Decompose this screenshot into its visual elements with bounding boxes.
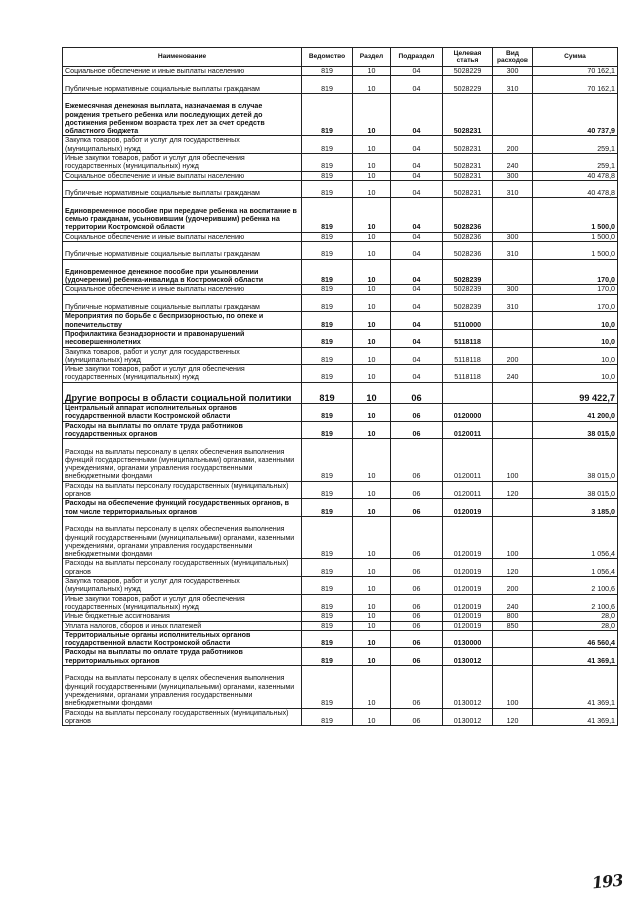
cell-vid: 200 bbox=[493, 577, 533, 595]
cell-summa: 38 015,0 bbox=[533, 421, 618, 439]
cell-name: Уплата налогов, сборов и иных платежей bbox=[63, 621, 302, 630]
cell-summa: 46 560,4 bbox=[533, 630, 618, 648]
cell-podrazdel: 04 bbox=[391, 67, 443, 76]
cell-razdel: 10 bbox=[353, 241, 391, 259]
cell-vedomstvo: 819 bbox=[302, 577, 353, 595]
cell-vid: 310 bbox=[493, 241, 533, 259]
cell-razdel: 10 bbox=[353, 347, 391, 365]
cell-vid: 120 bbox=[493, 708, 533, 726]
cell-vedomstvo: 819 bbox=[302, 241, 353, 259]
table-row bbox=[63, 136, 618, 154]
cell-summa: 40 478,8 bbox=[533, 180, 618, 198]
cell-summa: 1 500,0 bbox=[533, 232, 618, 241]
cell-vid: 240 bbox=[493, 153, 533, 171]
cell-summa: 1 056,4 bbox=[533, 516, 618, 559]
cell-razdel: 10 bbox=[353, 708, 391, 726]
cell-celevaya: 5118118 bbox=[443, 329, 493, 347]
cell-vedomstvo: 819 bbox=[302, 708, 353, 726]
cell-name: Публичные нормативные социальные выплаты гражданам bbox=[63, 241, 302, 259]
cell-podrazdel: 04 bbox=[391, 76, 443, 94]
cell-vid: 300 bbox=[493, 67, 533, 76]
cell-name: Расходы на выплаты персоналу в целях обеспечения выполнения функций государственными (муниципальными) органами, казенными учреждениями, органами управления государственными внебюджетными фондами bbox=[63, 666, 302, 709]
cell-podrazdel: 04 bbox=[391, 285, 443, 294]
cell-name: Публичные нормативные социальные выплаты гражданам bbox=[63, 294, 302, 312]
cell-razdel: 10 bbox=[353, 285, 391, 294]
table-row bbox=[63, 612, 618, 621]
cell-vedomstvo: 819 bbox=[302, 198, 353, 232]
cell-name: Расходы на выплаты персоналу государственных (муниципальных) органов bbox=[63, 559, 302, 577]
cell-razdel: 10 bbox=[353, 93, 391, 136]
table-row bbox=[63, 666, 618, 709]
table-row bbox=[63, 171, 618, 180]
cell-name: Закупка товаров, работ и услуг для государственных (муниципальных) нужд bbox=[63, 577, 302, 595]
header-summa: Сумма bbox=[533, 48, 618, 67]
cell-summa: 1 056,4 bbox=[533, 559, 618, 577]
cell-vid: 200 bbox=[493, 136, 533, 154]
cell-razdel: 10 bbox=[353, 666, 391, 709]
cell-vedomstvo: 819 bbox=[302, 93, 353, 136]
cell-vedomstvo: 819 bbox=[302, 481, 353, 499]
header-name: Наименование bbox=[63, 48, 302, 67]
cell-razdel: 10 bbox=[353, 382, 391, 403]
cell-vid bbox=[493, 329, 533, 347]
header-razdel: Раздел bbox=[353, 48, 391, 67]
cell-podrazdel: 06 bbox=[391, 439, 443, 482]
cell-vid bbox=[493, 404, 533, 422]
cell-razdel: 10 bbox=[353, 516, 391, 559]
cell-name: Ежемесячная денежная выплата, назначаемая в случае рождения третьего ребенка или последующих детей до достижения ребенком возраста трех лет за счет средств областного бюджета bbox=[63, 93, 302, 136]
cell-podrazdel: 06 bbox=[391, 708, 443, 726]
cell-vedomstvo: 819 bbox=[302, 347, 353, 365]
cell-celevaya: 0120011 bbox=[443, 481, 493, 499]
cell-razdel: 10 bbox=[353, 136, 391, 154]
cell-razdel: 10 bbox=[353, 404, 391, 422]
cell-vid: 310 bbox=[493, 76, 533, 94]
cell-razdel: 10 bbox=[353, 232, 391, 241]
cell-summa: 41 200,0 bbox=[533, 404, 618, 422]
cell-podrazdel: 06 bbox=[391, 612, 443, 621]
table-row bbox=[63, 329, 618, 347]
cell-razdel: 10 bbox=[353, 259, 391, 285]
table-row bbox=[63, 67, 618, 76]
cell-name: Социальное обеспечение и иные выплаты населению bbox=[63, 232, 302, 241]
cell-name: Иные закупки товаров, работ и услуг для обеспечения государственных (муниципальных) нужд bbox=[63, 365, 302, 383]
cell-celevaya: 5118118 bbox=[443, 347, 493, 365]
table-row bbox=[63, 93, 618, 136]
cell-summa: 10,0 bbox=[533, 347, 618, 365]
cell-podrazdel: 06 bbox=[391, 421, 443, 439]
cell-name: Мероприятия по борьбе с беспризорностью, по опеке и попечительству bbox=[63, 312, 302, 330]
cell-summa: 2 100,6 bbox=[533, 594, 618, 612]
cell-celevaya: 0120019 bbox=[443, 577, 493, 595]
table-row bbox=[63, 594, 618, 612]
cell-podrazdel: 06 bbox=[391, 577, 443, 595]
cell-podrazdel: 04 bbox=[391, 365, 443, 383]
cell-celevaya: 0120019 bbox=[443, 594, 493, 612]
table-row bbox=[63, 621, 618, 630]
cell-razdel: 10 bbox=[353, 294, 391, 312]
cell-vedomstvo: 819 bbox=[302, 499, 353, 517]
cell-summa: 38 015,0 bbox=[533, 439, 618, 482]
cell-celevaya: 0130012 bbox=[443, 666, 493, 709]
cell-vid: 310 bbox=[493, 180, 533, 198]
cell-celevaya: 0120019 bbox=[443, 516, 493, 559]
cell-podrazdel: 06 bbox=[391, 499, 443, 517]
cell-vid: 300 bbox=[493, 285, 533, 294]
cell-razdel: 10 bbox=[353, 577, 391, 595]
table-row bbox=[63, 180, 618, 198]
cell-podrazdel: 06 bbox=[391, 621, 443, 630]
table-row bbox=[63, 259, 618, 285]
cell-name: Другие вопросы в области социальной политики bbox=[63, 382, 302, 403]
cell-podrazdel: 06 bbox=[391, 559, 443, 577]
cell-celevaya: 0130012 bbox=[443, 708, 493, 726]
cell-razdel: 10 bbox=[353, 648, 391, 666]
header-celevaya: Целевая статья bbox=[443, 48, 493, 67]
cell-summa: 41 369,1 bbox=[533, 708, 618, 726]
cell-razdel: 10 bbox=[353, 439, 391, 482]
header-vid: Вид расходов bbox=[493, 48, 533, 67]
table-row bbox=[63, 312, 618, 330]
cell-podrazdel: 06 bbox=[391, 404, 443, 422]
cell-summa: 10,0 bbox=[533, 329, 618, 347]
table-row bbox=[63, 232, 618, 241]
budget-table bbox=[62, 47, 618, 726]
cell-podrazdel: 04 bbox=[391, 171, 443, 180]
cell-celevaya: 5028231 bbox=[443, 180, 493, 198]
table-row bbox=[63, 76, 618, 94]
cell-vid: 100 bbox=[493, 516, 533, 559]
table-row bbox=[63, 241, 618, 259]
cell-vedomstvo: 819 bbox=[302, 365, 353, 383]
cell-summa: 28,0 bbox=[533, 612, 618, 621]
cell-vedomstvo: 819 bbox=[302, 153, 353, 171]
cell-name: Иные бюджетные ассигнования bbox=[63, 612, 302, 621]
cell-vid bbox=[493, 421, 533, 439]
cell-vid: 100 bbox=[493, 439, 533, 482]
cell-razdel: 10 bbox=[353, 171, 391, 180]
cell-vid: 120 bbox=[493, 559, 533, 577]
cell-summa: 40 478,8 bbox=[533, 171, 618, 180]
cell-podrazdel: 04 bbox=[391, 198, 443, 232]
cell-name: Расходы на выплаты персоналу государственных (муниципальных) органов bbox=[63, 708, 302, 726]
cell-celevaya: 5118118 bbox=[443, 365, 493, 383]
table-row bbox=[63, 294, 618, 312]
cell-vid: 300 bbox=[493, 232, 533, 241]
cell-podrazdel: 04 bbox=[391, 347, 443, 365]
cell-summa: 40 737,9 bbox=[533, 93, 618, 136]
table-row bbox=[63, 630, 618, 648]
cell-name: Закупка товаров, работ и услуг для государственных (муниципальных) нужд bbox=[63, 347, 302, 365]
cell-vid: 310 bbox=[493, 294, 533, 312]
cell-razdel: 10 bbox=[353, 67, 391, 76]
cell-summa: 10,0 bbox=[533, 365, 618, 383]
cell-celevaya: 5028239 bbox=[443, 294, 493, 312]
cell-name: Центральный аппарат исполнительных органов государственной власти Костромской области bbox=[63, 404, 302, 422]
cell-celevaya: 0120011 bbox=[443, 439, 493, 482]
cell-podrazdel: 04 bbox=[391, 180, 443, 198]
cell-summa: 38 015,0 bbox=[533, 481, 618, 499]
cell-name: Расходы на обеспечение функций государственных органов, в том числе территориальных органов bbox=[63, 499, 302, 517]
cell-summa: 41 369,1 bbox=[533, 666, 618, 709]
cell-vedomstvo: 819 bbox=[302, 421, 353, 439]
cell-podrazdel: 06 bbox=[391, 481, 443, 499]
cell-vedomstvo: 819 bbox=[302, 329, 353, 347]
cell-vedomstvo: 819 bbox=[302, 648, 353, 666]
cell-celevaya bbox=[443, 382, 493, 403]
cell-vid bbox=[493, 499, 533, 517]
cell-razdel: 10 bbox=[353, 481, 391, 499]
table-row bbox=[63, 559, 618, 577]
header-podrazdel: Подраздел bbox=[391, 48, 443, 67]
cell-celevaya: 5028229 bbox=[443, 76, 493, 94]
cell-vid bbox=[493, 630, 533, 648]
cell-podrazdel: 04 bbox=[391, 329, 443, 347]
cell-vedomstvo: 819 bbox=[302, 666, 353, 709]
cell-celevaya: 0120019 bbox=[443, 559, 493, 577]
cell-celevaya: 5028231 bbox=[443, 171, 493, 180]
cell-summa: 28,0 bbox=[533, 621, 618, 630]
table-header-row bbox=[63, 48, 618, 67]
cell-vedomstvo: 819 bbox=[302, 180, 353, 198]
cell-celevaya: 5110000 bbox=[443, 312, 493, 330]
cell-podrazdel: 04 bbox=[391, 294, 443, 312]
cell-name: Расходы на выплаты по оплате труда работников государственных органов bbox=[63, 421, 302, 439]
cell-celevaya: 0130000 bbox=[443, 630, 493, 648]
cell-celevaya: 5028229 bbox=[443, 67, 493, 76]
cell-name: Профилактика безнадзорности и правонарушений несовершеннолетних bbox=[63, 329, 302, 347]
cell-name: Единовременное пособие при передаче ребенка на воспитание в семью гражданам, усыновившим (удочерившим) ребенка на территории Костромской области bbox=[63, 198, 302, 232]
table-row bbox=[63, 648, 618, 666]
cell-name: Публичные нормативные социальные выплаты гражданам bbox=[63, 180, 302, 198]
table-row bbox=[63, 481, 618, 499]
cell-vid: 800 bbox=[493, 612, 533, 621]
cell-vedomstvo: 819 bbox=[302, 294, 353, 312]
cell-vedomstvo: 819 bbox=[302, 559, 353, 577]
cell-razdel: 10 bbox=[353, 594, 391, 612]
cell-podrazdel: 04 bbox=[391, 232, 443, 241]
cell-vedomstvo: 819 bbox=[302, 171, 353, 180]
cell-razdel: 10 bbox=[353, 198, 391, 232]
cell-summa: 99 422,7 bbox=[533, 382, 618, 403]
cell-podrazdel: 04 bbox=[391, 312, 443, 330]
table-row bbox=[63, 421, 618, 439]
cell-razdel: 10 bbox=[353, 559, 391, 577]
cell-vedomstvo: 819 bbox=[302, 382, 353, 403]
cell-vedomstvo: 819 bbox=[302, 136, 353, 154]
cell-podrazdel: 04 bbox=[391, 93, 443, 136]
cell-summa: 41 369,1 bbox=[533, 648, 618, 666]
cell-podrazdel: 06 bbox=[391, 630, 443, 648]
cell-podrazdel: 06 bbox=[391, 594, 443, 612]
cell-name: Социальное обеспечение и иные выплаты населению bbox=[63, 285, 302, 294]
table-row bbox=[63, 198, 618, 232]
cell-vid: 120 bbox=[493, 481, 533, 499]
cell-name: Единовременное денежное пособие при усыновлении (удочерении) ребенка-инвалида в Костромской области bbox=[63, 259, 302, 285]
header-vedomstvo: Ведомство bbox=[302, 48, 353, 67]
cell-name: Расходы на выплаты по оплате труда работников территориальных органов bbox=[63, 648, 302, 666]
cell-summa: 1 500,0 bbox=[533, 241, 618, 259]
cell-vedomstvo: 819 bbox=[302, 312, 353, 330]
cell-razdel: 10 bbox=[353, 180, 391, 198]
cell-vedomstvo: 819 bbox=[302, 76, 353, 94]
cell-razdel: 10 bbox=[353, 499, 391, 517]
cell-vid: 850 bbox=[493, 621, 533, 630]
cell-vedomstvo: 819 bbox=[302, 630, 353, 648]
cell-celevaya: 5028231 bbox=[443, 153, 493, 171]
cell-celevaya: 5028239 bbox=[443, 285, 493, 294]
cell-summa: 259,1 bbox=[533, 136, 618, 154]
cell-summa: 70 162,1 bbox=[533, 76, 618, 94]
cell-name: Расходы на выплаты персоналу государственных (муниципальных) органов bbox=[63, 481, 302, 499]
cell-celevaya: 5028239 bbox=[443, 259, 493, 285]
budget-document bbox=[62, 47, 617, 726]
cell-name: Социальное обеспечение и иные выплаты населению bbox=[63, 171, 302, 180]
cell-podrazdel: 04 bbox=[391, 153, 443, 171]
cell-summa: 1 500,0 bbox=[533, 198, 618, 232]
table-row bbox=[63, 285, 618, 294]
cell-vid: 300 bbox=[493, 171, 533, 180]
cell-vedomstvo: 819 bbox=[302, 439, 353, 482]
cell-celevaya: 0120019 bbox=[443, 499, 493, 517]
cell-summa: 170,0 bbox=[533, 294, 618, 312]
cell-podrazdel: 04 bbox=[391, 136, 443, 154]
table-row bbox=[63, 347, 618, 365]
table-row bbox=[63, 404, 618, 422]
cell-vedomstvo: 819 bbox=[302, 67, 353, 76]
cell-razdel: 10 bbox=[353, 76, 391, 94]
cell-name: Социальное обеспечение и иные выплаты населению bbox=[63, 67, 302, 76]
table-row bbox=[63, 365, 618, 383]
cell-vid bbox=[493, 93, 533, 136]
cell-vedomstvo: 819 bbox=[302, 285, 353, 294]
page-number: 193 bbox=[591, 870, 624, 893]
cell-vedomstvo: 819 bbox=[302, 232, 353, 241]
cell-summa: 2 100,6 bbox=[533, 577, 618, 595]
cell-podrazdel: 04 bbox=[391, 259, 443, 285]
cell-razdel: 10 bbox=[353, 621, 391, 630]
cell-summa: 170,0 bbox=[533, 285, 618, 294]
cell-vid: 240 bbox=[493, 594, 533, 612]
cell-name: Расходы на выплаты персоналу в целях обеспечения выполнения функций государственными (муниципальными) органами, казенными учреждениями, органами управления государственными внебюджетными фондами bbox=[63, 439, 302, 482]
cell-vid bbox=[493, 648, 533, 666]
cell-podrazdel: 06 bbox=[391, 516, 443, 559]
cell-vid: 240 bbox=[493, 365, 533, 383]
cell-celevaya: 5028236 bbox=[443, 198, 493, 232]
cell-razdel: 10 bbox=[353, 421, 391, 439]
cell-vid bbox=[493, 382, 533, 403]
cell-celevaya: 5028236 bbox=[443, 241, 493, 259]
cell-razdel: 10 bbox=[353, 153, 391, 171]
cell-vedomstvo: 819 bbox=[302, 621, 353, 630]
cell-name: Территориальные органы исполнительных органов государственной власти Костромской области bbox=[63, 630, 302, 648]
table-row bbox=[63, 708, 618, 726]
cell-celevaya: 0130012 bbox=[443, 648, 493, 666]
cell-razdel: 10 bbox=[353, 630, 391, 648]
cell-vid bbox=[493, 198, 533, 232]
cell-razdel: 10 bbox=[353, 365, 391, 383]
cell-name: Закупка товаров, работ и услуг для государственных (муниципальных) нужд bbox=[63, 136, 302, 154]
table-row bbox=[63, 439, 618, 482]
cell-razdel: 10 bbox=[353, 329, 391, 347]
cell-name: Иные закупки товаров, работ и услуг для обеспечения государственных (муниципальных) нужд bbox=[63, 153, 302, 171]
cell-celevaya: 0120019 bbox=[443, 621, 493, 630]
table-row bbox=[63, 516, 618, 559]
table-row bbox=[63, 153, 618, 171]
cell-name: Публичные нормативные социальные выплаты гражданам bbox=[63, 76, 302, 94]
cell-vedomstvo: 819 bbox=[302, 259, 353, 285]
cell-razdel: 10 bbox=[353, 312, 391, 330]
cell-podrazdel: 06 bbox=[391, 382, 443, 403]
cell-vedomstvo: 819 bbox=[302, 404, 353, 422]
cell-celevaya: 0120011 bbox=[443, 421, 493, 439]
cell-vid bbox=[493, 312, 533, 330]
cell-vedomstvo: 819 bbox=[302, 594, 353, 612]
cell-celevaya: 5028231 bbox=[443, 93, 493, 136]
cell-name: Иные закупки товаров, работ и услуг для обеспечения государственных (муниципальных) нужд bbox=[63, 594, 302, 612]
table-row bbox=[63, 499, 618, 517]
cell-summa: 10,0 bbox=[533, 312, 618, 330]
cell-vid: 200 bbox=[493, 347, 533, 365]
cell-summa: 259,1 bbox=[533, 153, 618, 171]
cell-summa: 170,0 bbox=[533, 259, 618, 285]
cell-celevaya: 0120019 bbox=[443, 612, 493, 621]
cell-name: Расходы на выплаты персоналу в целях обеспечения выполнения функций государственными (муниципальными) органами, казенными учреждениями, органами управления государственными внебюджетными фондами bbox=[63, 516, 302, 559]
table-row bbox=[63, 577, 618, 595]
cell-summa: 70 162,1 bbox=[533, 67, 618, 76]
table-row bbox=[63, 382, 618, 403]
cell-vedomstvo: 819 bbox=[302, 612, 353, 621]
cell-celevaya: 5028236 bbox=[443, 232, 493, 241]
cell-vid: 100 bbox=[493, 666, 533, 709]
cell-podrazdel: 06 bbox=[391, 666, 443, 709]
cell-celevaya: 0120000 bbox=[443, 404, 493, 422]
cell-podrazdel: 04 bbox=[391, 241, 443, 259]
cell-razdel: 10 bbox=[353, 612, 391, 621]
cell-summa: 3 185,0 bbox=[533, 499, 618, 517]
cell-celevaya: 5028231 bbox=[443, 136, 493, 154]
cell-vid bbox=[493, 259, 533, 285]
cell-vedomstvo: 819 bbox=[302, 516, 353, 559]
cell-podrazdel: 06 bbox=[391, 648, 443, 666]
